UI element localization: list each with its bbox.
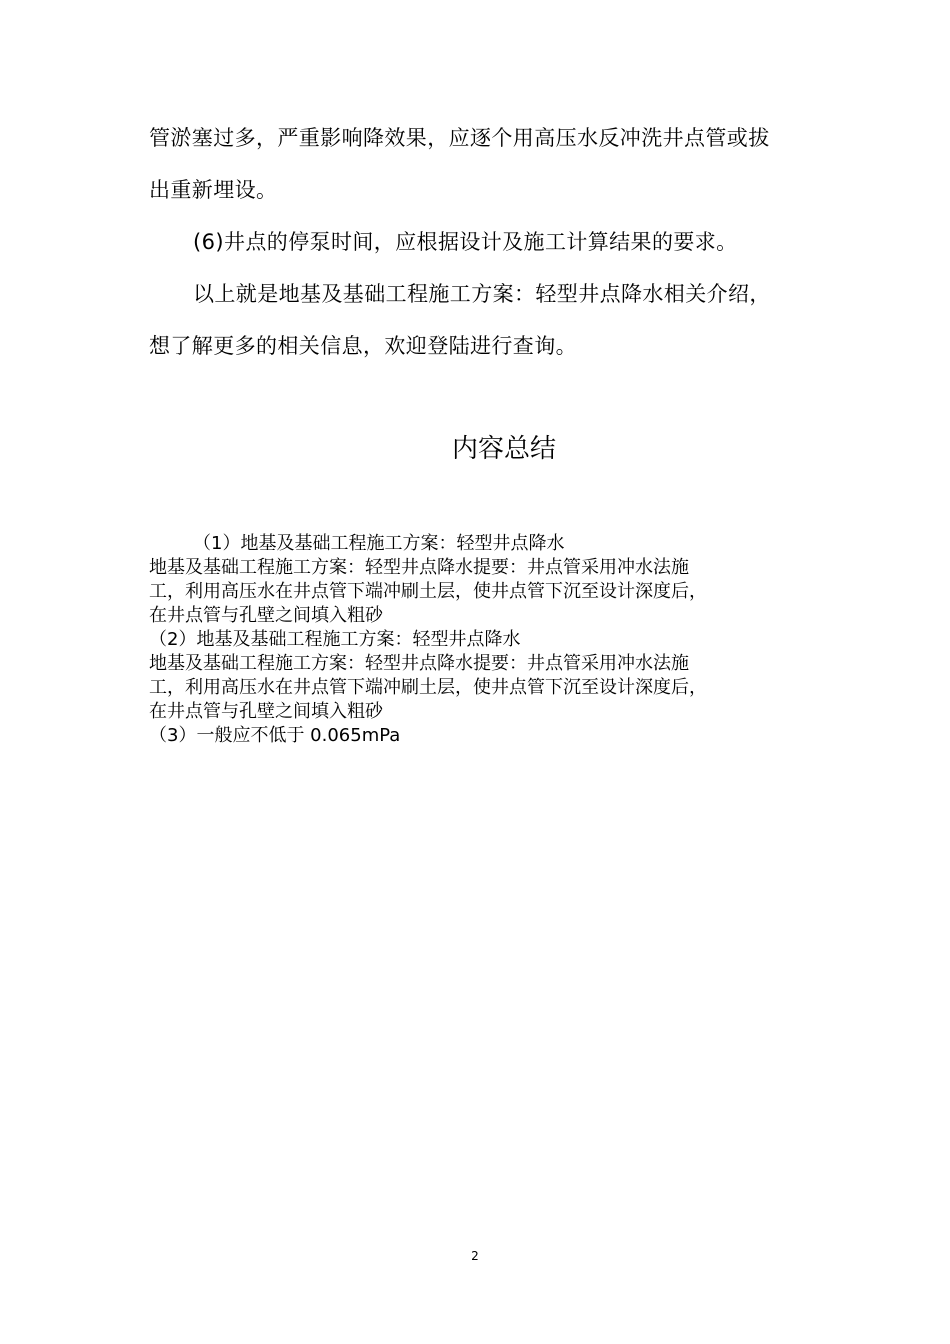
summary-line: 在井点管与孔壁之间填入粗砂 bbox=[149, 701, 383, 722]
summary-line: （2）地基及基础工程施工方案：轻型井点降水 bbox=[149, 629, 521, 650]
body-paragraph-line: 管淤塞过多，严重影响降效果，应逐个用高压水反冲洗井点管或拔 bbox=[149, 126, 770, 150]
page-number: 2 bbox=[471, 1249, 479, 1263]
summary-line: （1）地基及基础工程施工方案：轻型井点降水 bbox=[193, 533, 565, 554]
summary-line: 工，利用高压水在井点管下端冲刷土层，使井点管下沉至设计深度后， bbox=[149, 677, 707, 698]
body-paragraph-line: (6)井点的停泵时间，应根据设计及施工计算结果的要求。 bbox=[193, 230, 738, 254]
body-paragraph-line: 想了解更多的相关信息，欢迎登陆进行查询。 bbox=[149, 334, 577, 358]
summary-heading: 内容总结 bbox=[451, 434, 556, 464]
summary-line: 在井点管与孔壁之间填入粗砂 bbox=[149, 605, 383, 626]
summary-line: 地基及基础工程施工方案：轻型井点降水提要：井点管采用冲水法施 bbox=[149, 653, 689, 674]
body-paragraph-line: 出重新埋设。 bbox=[149, 178, 278, 202]
summary-line: 工，利用高压水在井点管下端冲刷土层，使井点管下沉至设计深度后， bbox=[149, 581, 707, 602]
body-paragraph-line: 以上就是地基及基础工程施工方案：轻型井点降水相关介绍， bbox=[193, 282, 771, 306]
summary-line: （3）一般应不低于 0.065mPa bbox=[149, 725, 401, 746]
summary-line: 地基及基础工程施工方案：轻型井点降水提要：井点管采用冲水法施 bbox=[149, 557, 689, 578]
